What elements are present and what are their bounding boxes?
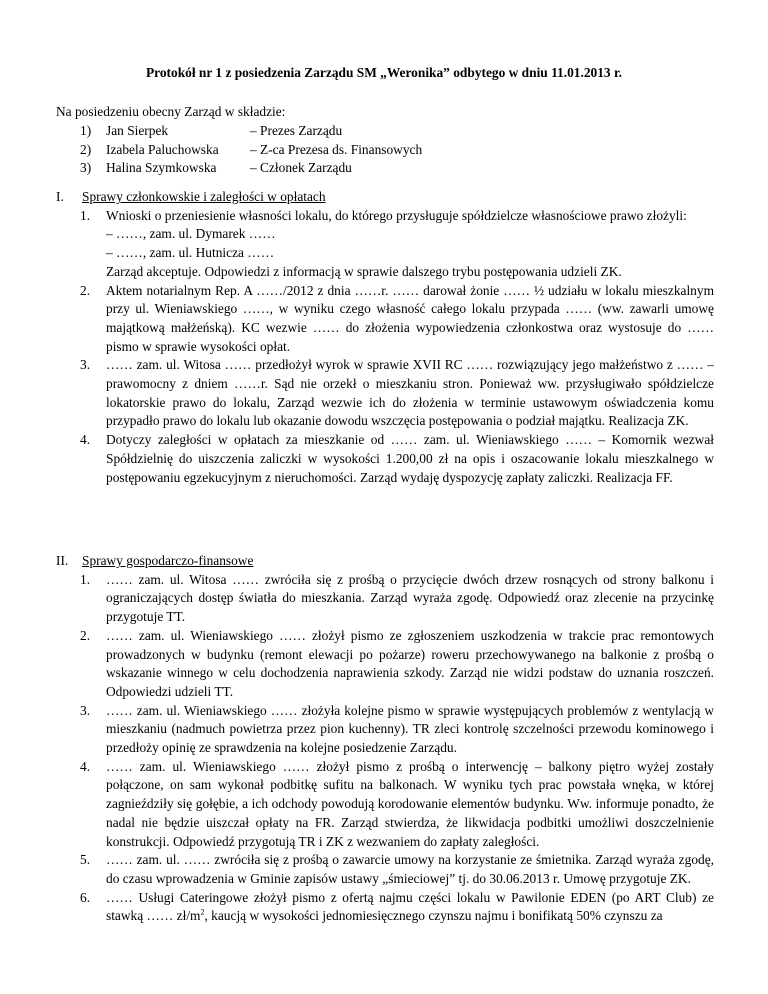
item-subline: – ……, zam. ul. Hutnicza ……	[106, 245, 275, 261]
item-text: Wnioski o przeniesienie własności lokalu, do którego przysługuje spółdzielcze własnościowe prawo złożyli:	[106, 207, 687, 223]
item-text: …… zam. ul. Wieniawskiego …… złożył pismo ze zgłoszeniem uszkodzenia w trakcie prac remontowych prowadzonych w budynku (remont elewacji po pożarze) roweru przechowywanego na balkonie z prośbą o wskazanie winnego w celu dochodzenia naprawienia szkody. Zarząd nie widzi podstaw do uznania roszczeń. Odpowiedzi udzieli TT.	[106, 627, 714, 699]
item-text: …… zam. ul. Wieniawskiego …… złożył pismo z prośbą o interwencję – balkony piętro wyżej zostały połączone, on sam wykonał podbitkę sufitu na balkonach. W wyniku tych prac powstała wnęka, w której zagnieździły się gołębie, a ich odchody powodują korodowanie elementów budynku. Ww. informuje ponadto, że nadal nie będzie uiszczał opłaty na FR. Zarząd stwierdza, że likwidacja podbitki umożliwi doszczelnienie konstrukcji. Odpowiedź przygotują TR i ZK z wezwaniem do zapłaty zaległości.	[106, 758, 714, 849]
item-text-part: , kaucją w wysokości jednomiesięcznego czynszu najmu i bonifikatą 50% czynszu za	[204, 908, 663, 924]
intro-text: Na posiedzeniu obecny Zarząd w składzie:	[56, 104, 286, 119]
list-item	[56, 356, 714, 431]
superscript: 2	[200, 907, 205, 917]
item-number: 3.	[80, 357, 91, 373]
item-number: 3.	[80, 702, 91, 718]
list-item	[56, 282, 714, 357]
list-item	[56, 571, 714, 627]
member-number: 1)	[80, 123, 92, 138]
item-text: …… zam. ul. …… zwróciła się z prośbą o zawarcie umowy na korzystanie ze śmietnika. Zarząd wyraża zgodę, do czasu wprowadzenia w Gminie zapisów ustawy „śmieciowej” tj. do 30.06.2013 r. Umowę przygotuje ZK.	[106, 852, 714, 886]
section-membership	[56, 188, 714, 487]
member-role: – Członek Zarządu	[250, 160, 352, 176]
board-member	[80, 141, 422, 160]
item-number: 5.	[80, 852, 91, 868]
item-text: Dotyczy zaległości w opłatach za mieszkanie od …… zam. ul. Wieniawskiego …… – Komornik wezwał Spółdzielnię do uiszczenia zaliczki w wysokości 1.200,00 zł na opis i oszacowanie lokalu mieszkalnego w postępowaniu egzekucyjnym z nieruchomości. Zarząd wydaję dyspozycję zapłaty zaliczki. Realizacja FF.	[106, 432, 714, 485]
item-number: 6.	[80, 889, 91, 905]
list-item	[56, 702, 714, 758]
item-number: 1.	[80, 571, 91, 587]
member-role: – Z-ca Prezesa ds. Finansowych	[250, 141, 423, 157]
section-items	[56, 571, 714, 926]
member-role: – Prezes Zarządu	[250, 123, 343, 138]
item-text: …… zam. ul. Wieniawskiego …… złożyła kolejne pismo w sprawie występujących problemów z wentylacją w mieszkaniu (nadmuch powietrza przez pion kuchenny). TR zleci kontrolę szczelności przewodu kominowego i przedłoży opinię ze sprawdzenia na kolejne posiedzenie Zarządu.	[106, 702, 714, 756]
member-name: Halina Szymkowska	[106, 160, 217, 176]
section-number: II.	[56, 553, 69, 568]
item-number: 4.	[80, 758, 91, 774]
item-subline: – ……, zam. ul. Dymarek ……	[106, 226, 276, 242]
item-number: 2.	[80, 627, 91, 643]
item-text-part: …… Usługi Cateringowe złożył pismo z ofertą najmu części lokalu w Pawilonie EDEN (po ART Club) ze stawką …… zł/m	[106, 889, 714, 924]
board-member	[80, 122, 422, 141]
list-item	[56, 431, 714, 487]
list-item	[56, 758, 714, 852]
section-title: Sprawy gospodarczo-finansowe	[82, 553, 254, 568]
list-item	[56, 207, 714, 282]
item-number: 1.	[80, 207, 91, 223]
section-heading	[56, 188, 714, 207]
board-member	[80, 159, 422, 178]
item-text: …… zam. ul. Witosa …… przedłożył wyrok w sprawie XVII RC …… rozwiązujący jego małżeństwo z …… – prawomocny z dniem ……r. Sąd nie orzekł o mieszkaniu stron. Ponieważ ww. przysługiwało spółdzielcze lokatorskie prawo do lokalu, Zarząd wezwie ich do złożenia w terminie ustawowym oświadczenia komu przypadło prawo do lokalu lub okazanie dowodu wszczęcia postępowania o podział majątku. Realizacja ZK.	[106, 357, 714, 429]
item-text: …… zam. ul. Witosa …… zwróciła się z prośbą o przycięcie dwóch drzew rosnących od strony balkonu i ograniczających dostęp światła do mieszkania. Zarząd wyraża zgodę. Odpowiedź oraz zlecenie na przycinkę przygotuje TT.	[106, 571, 714, 625]
item-text: Aktem notarialnym Rep. A ……/2012 z dnia ……r. …… darował żonie …… ½ udziału w lokalu mieszkalnym przy ul. Wieniawskiego ……, w wyniku czego własność całego lokalu przypada …… (ww. zawarli umowę majątkową małżeńską). KC wezwie …… do złożenia wypowiedzenia członkostwa oraz wystosuje do …… pismo w sprawie wysokości opłat.	[106, 282, 714, 354]
member-number: 2)	[80, 141, 92, 157]
list-item	[56, 627, 714, 702]
list-item	[56, 851, 714, 888]
section-title: Sprawy członkowskie i zaległości w opłatach	[82, 189, 326, 204]
board-members-list	[80, 122, 422, 178]
section-heading	[56, 552, 714, 571]
member-name: Jan Sierpek	[106, 123, 169, 138]
member-name: Izabela Paluchowska	[106, 141, 219, 157]
section-items	[56, 207, 714, 488]
section-economic-financial	[56, 552, 714, 926]
list-item	[56, 889, 714, 926]
section-number: I.	[56, 189, 64, 204]
item-number: 2.	[80, 282, 91, 298]
item-text	[106, 890, 714, 924]
item-continuation: Zarząd akceptuje. Odpowiedzi z informacją w sprawie dalszego trybu postępowania udzieli ZK.	[106, 263, 622, 279]
item-number: 4.	[80, 432, 91, 448]
document-title: Protokół nr 1 z posiedzenia Zarządu SM „Weronika” odbytego w dniu 11.01.2013 r.	[145, 65, 623, 80]
member-number: 3)	[80, 160, 92, 176]
